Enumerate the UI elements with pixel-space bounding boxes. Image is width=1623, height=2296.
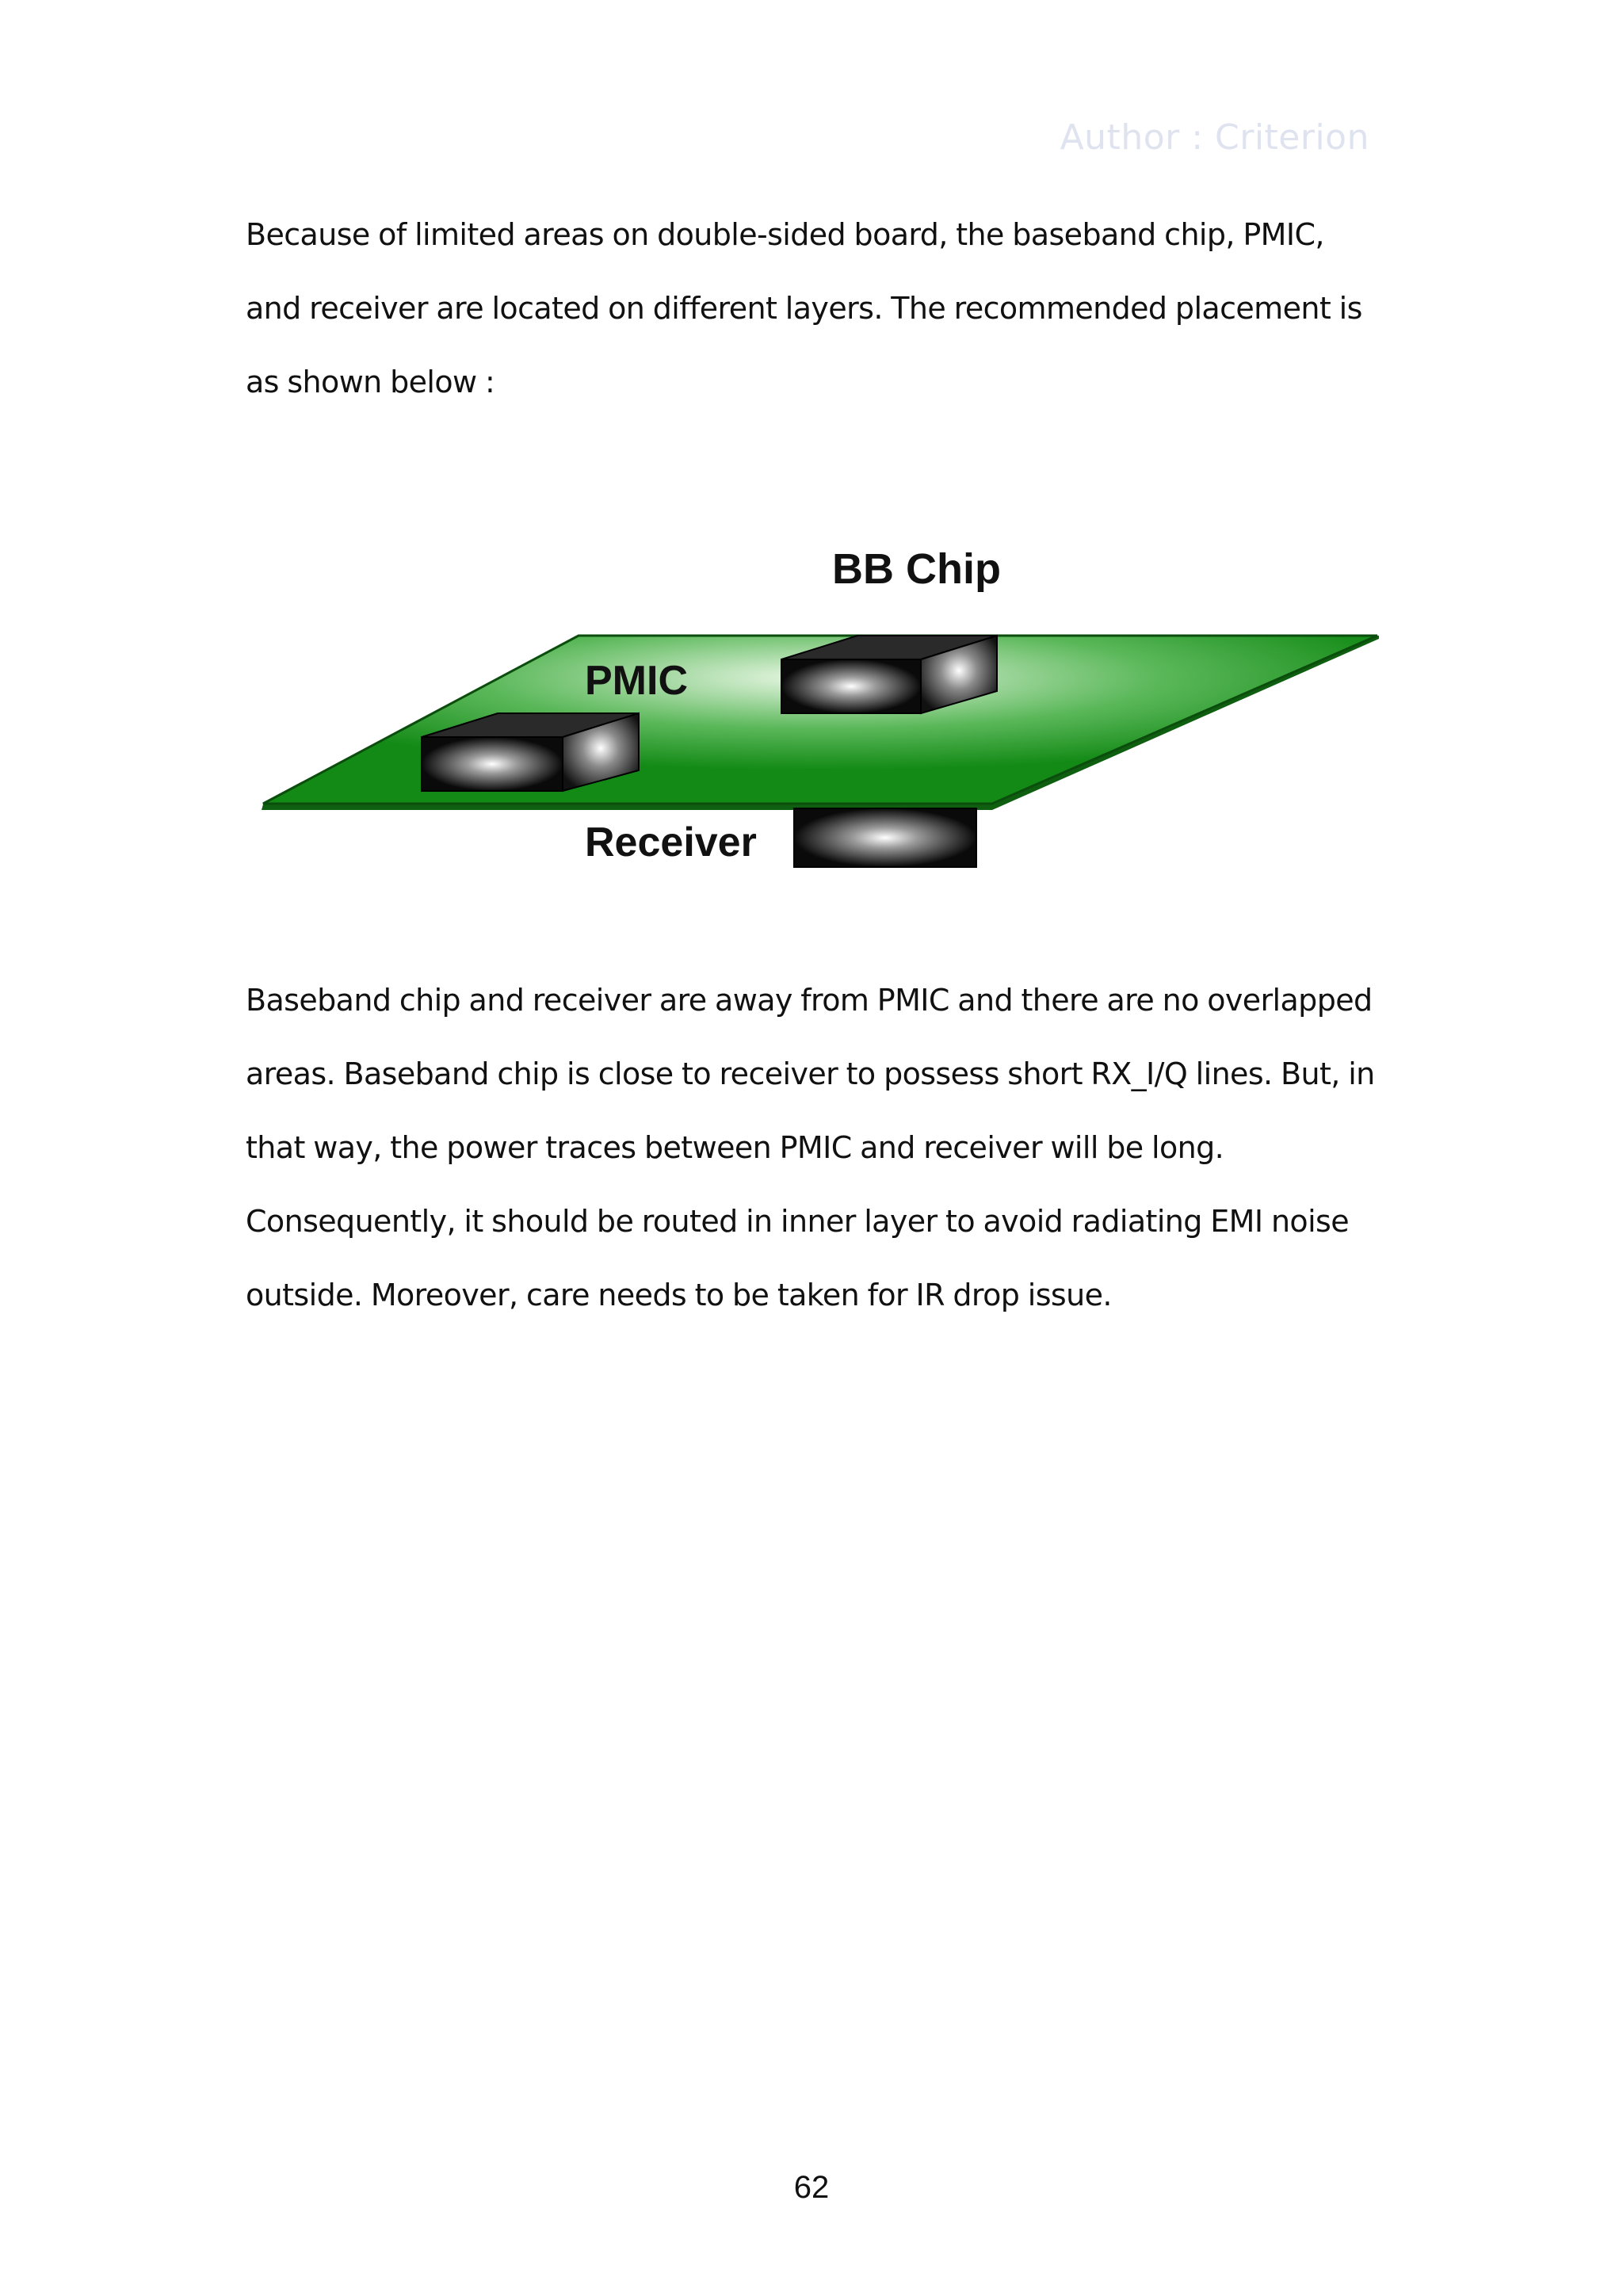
page-number: 62: [793, 2170, 830, 2205]
pmic-label: PMIC: [585, 658, 688, 704]
analysis-paragraph: Baseband chip and receiver are away from PMIC and there are no overlapped areas. Baseband chip is close to receiver to possess short RX_I/Q lines. But, in that way, the power traces between PMIC and receiver will be long. Consequently, it should be routed in inner layer to avoid radiating EMI noise outside. Moreover, care needs to be taken for IR drop issue.: [246, 983, 1375, 1312]
receiver-label: Receiver: [585, 819, 757, 865]
receiver-chip: [794, 808, 976, 867]
author-header: Author : Criterion: [1060, 117, 1369, 158]
intro-paragraph: Because of limited areas on double-sided board, the baseband chip, PMIC, and receiver are located on different layers. The recommended placement is as shown below :: [246, 217, 1362, 399]
pcb-placement-diagram: [254, 539, 1379, 872]
placement-figure: [254, 539, 1379, 872]
bb-chip-label: BB Chip: [832, 545, 1001, 593]
